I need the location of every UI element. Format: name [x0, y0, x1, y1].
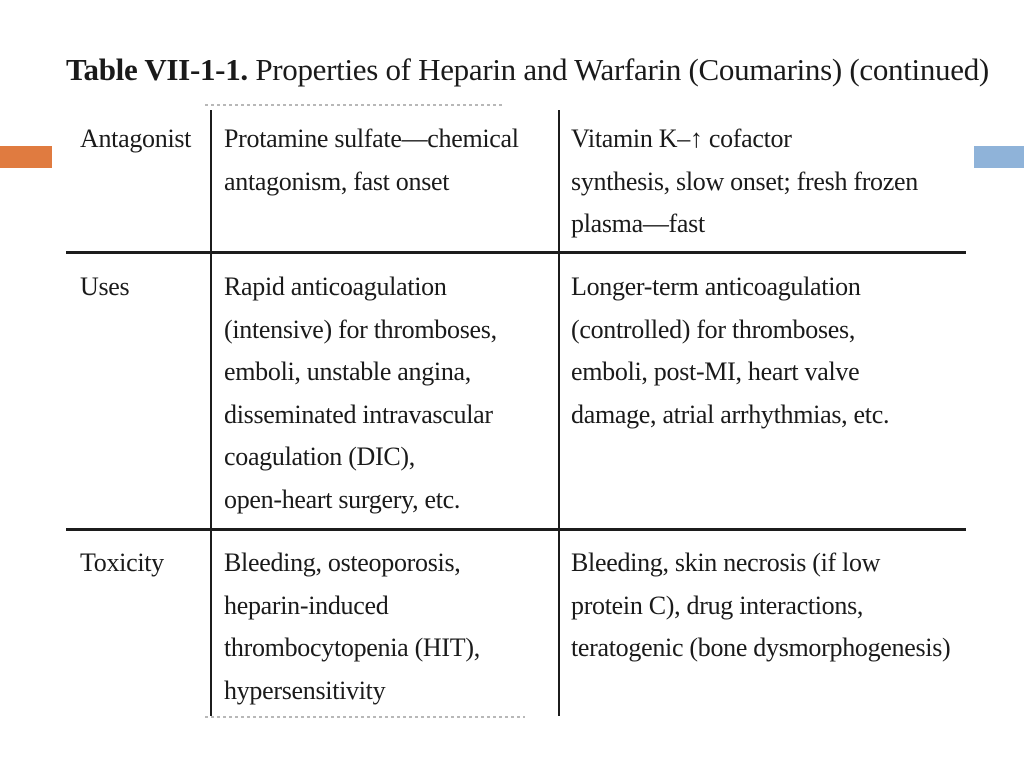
accent-bar-left [0, 146, 52, 168]
cell-line: (controlled) for thromboses, [571, 314, 856, 344]
cell-line: hypersensitivity [224, 675, 386, 705]
row-antagonist-heparin [224, 118, 519, 203]
row-uses-property [80, 266, 129, 309]
table-title-label: Table VII-1-1. [66, 52, 248, 87]
cell-line: Uses [80, 272, 130, 301]
row-toxicity-heparin [224, 542, 480, 712]
row-toxicity-warfarin [571, 542, 950, 670]
cell-line: Bleeding, osteoporosis, [224, 548, 461, 577]
column-divider-1 [210, 110, 212, 716]
row-toxicity-property [80, 542, 164, 585]
cell-line: (intensive) for thromboses, [224, 314, 497, 344]
cell-line: disseminated intravascular [224, 399, 493, 429]
row-antagonist-property [80, 118, 191, 161]
cell-line: Vitamin K–↑ cofactor [571, 124, 792, 153]
cell-line: Antagonist [80, 124, 192, 153]
scan-artifact-top [205, 104, 505, 106]
cell-line: thrombocytopenia (HIT), [224, 633, 480, 662]
column-divider-2 [558, 110, 560, 716]
cell-line: coagulation (DIC), [224, 442, 415, 471]
cell-line: Rapid anticoagulation [224, 272, 447, 301]
cell-line: protein C), drug interactions, [571, 590, 864, 620]
table-title-text: Properties of Heparin and Warfarin (Coumarins) (continued) [255, 52, 989, 87]
accent-bar-right [974, 146, 1024, 168]
cell-line: antagonism, fast onset [224, 166, 450, 196]
table-title [66, 50, 989, 90]
cell-line: Toxicity [80, 548, 164, 577]
cell-line: Protamine sulfate—chemical [224, 124, 519, 153]
row-divider-1 [66, 251, 966, 254]
cell-line: emboli, unstable angina, [224, 357, 471, 386]
scan-artifact-bottom [205, 716, 525, 718]
cell-line: emboli, post-MI, heart valve [571, 357, 860, 386]
cell-line: plasma—fast [571, 209, 705, 238]
cell-line: synthesis, slow onset; fresh frozen [571, 166, 918, 196]
cell-line: heparin-induced [224, 590, 389, 620]
cell-line: Longer-term anticoagulation [571, 272, 861, 301]
row-uses-warfarin [571, 266, 889, 436]
cell-line: Bleeding, skin necrosis (if low [571, 548, 881, 577]
row-divider-2 [66, 528, 966, 531]
row-uses-heparin [224, 266, 497, 521]
row-antagonist-warfarin [571, 118, 918, 246]
cell-line: damage, atrial arrhythmias, etc. [571, 399, 890, 429]
cell-line: open-heart surgery, etc. [224, 484, 461, 514]
cell-line: teratogenic (bone dysmorphogenesis) [571, 633, 951, 662]
